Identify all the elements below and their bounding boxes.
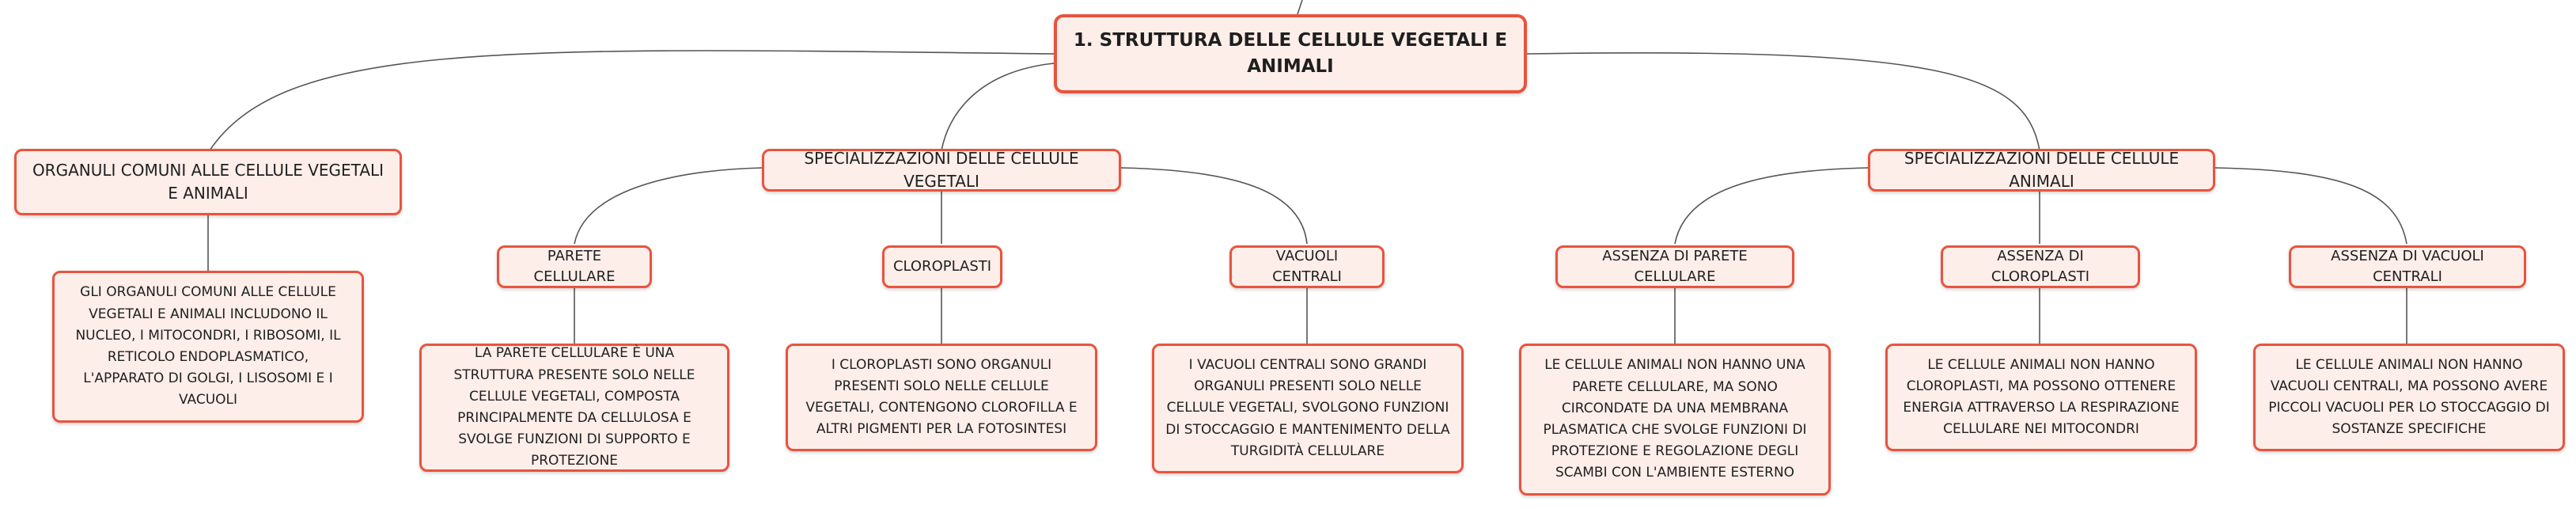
topic-assenza-parete[interactable] xyxy=(1555,245,1794,288)
topic-parete-cellulare[interactable] xyxy=(497,245,652,288)
root-topic[interactable] xyxy=(1054,14,1527,93)
connector-root-branch-vegetal xyxy=(941,63,1054,150)
topic-parete-cellulare-label: PARETE CELLULARE xyxy=(533,247,616,285)
detail-assenza-vacuoli[interactable] xyxy=(2253,344,2565,451)
connector-veg-parete xyxy=(574,168,762,244)
topic-assenza-vacuoli-label: ASSENZA DI VACUOLI CENTRALI xyxy=(2331,247,2484,285)
detail-assenza-cloroplasti[interactable] xyxy=(1885,344,2197,451)
detail-assenza-cloroplasti-text: LE CELLULE ANIMALI NON HANNO CLOROPLASTI, MA POSSONO OTTENERE ENERGIA ATTRAVERSO LA RESPIRAZIONE CELLULARE NEI MITOCONDRI xyxy=(1903,356,2180,438)
topic-vacuoli-centrali-label: VACUOLI CENTRALI xyxy=(1272,247,1342,285)
topic-cloroplasti-label: CLOROPLASTI xyxy=(892,257,992,275)
topic-assenza-cloroplasti-label: ASSENZA DI CLOROPLASTI xyxy=(1991,247,2090,285)
detail-assenza-parete[interactable] xyxy=(1519,344,1831,496)
detail-cloroplasti[interactable] xyxy=(786,344,1097,451)
connector-ani-assenza-vacuoli xyxy=(2215,168,2407,244)
connector-ani-assenza-parete xyxy=(1675,168,1868,244)
detail-assenza-parete-text: LE CELLULE ANIMALI NON HANNO UNA PARETE CELLULARE, MA SONO CIRCONDATE DA UNA MEMBRANA PLASMATICA CHE SVOLGE FUNZIONI DI PROTEZIONE E REGOLAZIONE DEGLI SCAMBI CON L'AMBIENTE ESTERNO xyxy=(1543,357,1807,481)
detail-parete-cellulare[interactable] xyxy=(419,344,729,472)
detail-vacuoli-centrali[interactable] xyxy=(1152,344,1464,473)
branch-specializzazioni-animali[interactable] xyxy=(1868,149,2215,192)
topic-assenza-vacuoli[interactable] xyxy=(2289,245,2526,288)
connector-veg-vacuoli xyxy=(1121,168,1307,244)
topic-vacuoli-centrali[interactable] xyxy=(1229,245,1385,288)
connector-root-parent xyxy=(1297,0,1302,14)
root-topic-label: 1. STRUTTURA DELLE CELLULE VEGETALI E ANIMALI xyxy=(1073,29,1508,77)
detail-organuli-comuni[interactable] xyxy=(52,271,364,423)
detail-cloroplasti-text: I CLOROPLASTI SONO ORGANULI PRESENTI SOLO NELLE CELLULE VEGETALI, CONTENGONO CLOROFILLA E ALTRI PIGMENTI PER LA FOTOSINTESI xyxy=(805,356,1078,438)
detail-assenza-vacuoli-text: LE CELLULE ANIMALI NON HANNO VACUOLI CENTRALI, MA POSSONO AVERE PICCOLI VACUOLI PER LO STOCCAGGIO DI SOSTANZE SPECIFICHE xyxy=(2268,356,2550,438)
connector-root-branch-animal xyxy=(1527,53,2040,150)
branch-organuli-comuni[interactable] xyxy=(14,149,402,215)
topic-cloroplasti[interactable] xyxy=(882,245,1002,288)
detail-parete-cellulare-text: LA PARETE CELLULARE È UNA STRUTTURA PRESENTE SOLO NELLE CELLULE VEGETALI, COMPOSTA PRINCIPALMENTE DA CELLULOSA E SVOLGE FUNZIONI DI SUPPORTO E PROTEZIONE xyxy=(453,345,695,469)
connector-root-branch-common xyxy=(210,51,1054,150)
branch-specializzazioni-animali-label: SPECIALIZZAZIONI DELLE CELLULE ANIMALI xyxy=(1904,149,2180,191)
detail-vacuoli-centrali-text: I VACUOLI CENTRALI SONO GRANDI ORGANULI PRESENTI SOLO NELLE CELLULE VEGETALI, SVOLGONO FUNZIONI DI STOCCAGGIO E MANTENIMENTO DELLA TURGIDITÀ CELLULARE xyxy=(1165,357,1450,459)
detail-organuli-comuni-text: GLI ORGANULI COMUNI ALLE CELLULE VEGETALI E ANIMALI INCLUDONO IL NUCLEO, I MITOCONDRI, I RIBOSOMI, IL RETICOLO ENDOPLASMATICO, L'APPARATO DI GOLGI, I LISOSOMI E I VACUOLI xyxy=(75,284,341,408)
topic-assenza-parete-label: ASSENZA DI PARETE CELLULARE xyxy=(1602,247,1748,285)
branch-specializzazioni-vegetali[interactable] xyxy=(762,149,1121,192)
branch-organuli-comuni-label: ORGANULI COMUNI ALLE CELLULE VEGETALI E ANIMALI xyxy=(32,161,385,203)
topic-assenza-cloroplasti[interactable] xyxy=(1941,245,2140,288)
branch-specializzazioni-vegetali-label: SPECIALIZZAZIONI DELLE CELLULE VEGETALI xyxy=(804,149,1079,191)
